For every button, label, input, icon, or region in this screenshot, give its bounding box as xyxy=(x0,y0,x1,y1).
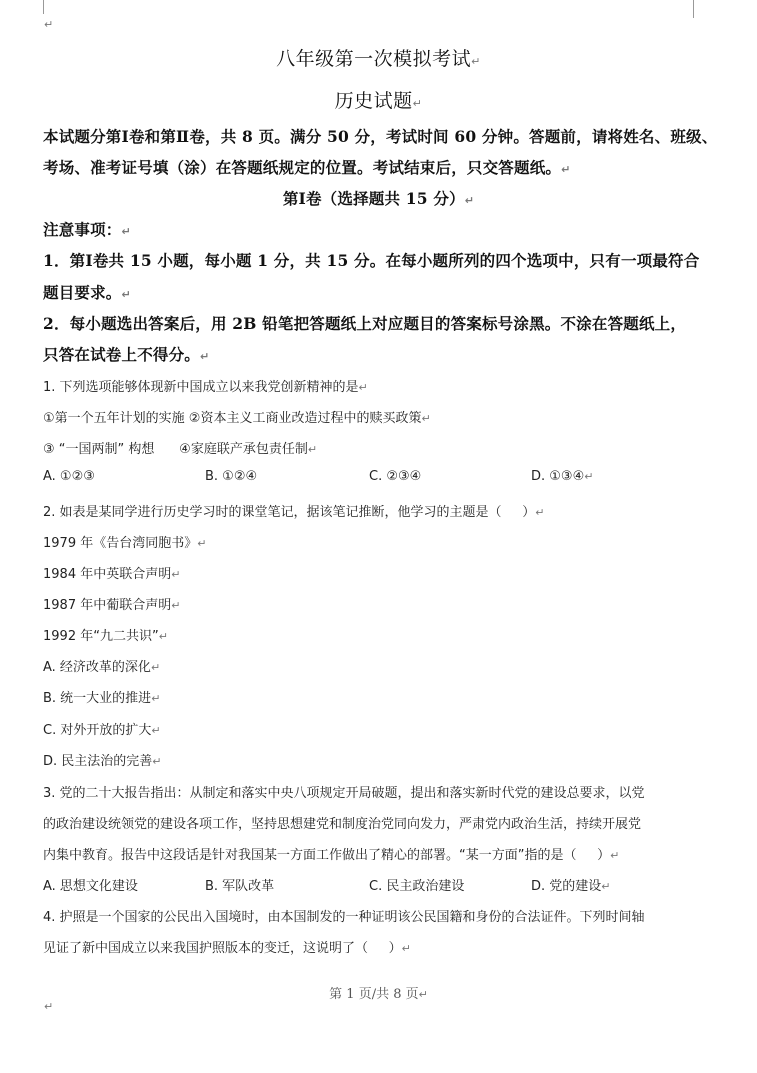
notes-item-2-line-2: 只答在试卷上不得分。↵ xyxy=(43,345,210,364)
q1-option-b[interactable]: B. ①②④ xyxy=(205,469,258,484)
notes-item-1-line-2: 题目要求。↵ xyxy=(43,283,131,302)
q4-line-1: 4. 护照是一个国家的公民出入国境时，由本国制发的一种证明该公民国籍和身份的合法证件。下列时间轴 xyxy=(43,910,645,925)
page-number: 第 1 页/共 8 页↵ xyxy=(329,987,428,1002)
notes-heading: 注意事项：↵ xyxy=(43,220,131,239)
q3-option-b[interactable]: B. 军队改革 xyxy=(205,879,275,894)
q2-option-b[interactable]: B. 统一大业的推进↵ xyxy=(43,691,161,706)
q2-note-3: 1987 年中葡联合声明↵ xyxy=(43,598,181,613)
exam-title: 八年级第一次模拟考试↵ xyxy=(276,48,481,70)
q1-option-d[interactable]: D. ①③④↵ xyxy=(531,469,594,484)
q4-line-2: 见证了新中国成立以来我国护照版本的变迁，这说明了（ ）↵ xyxy=(43,941,411,956)
section-heading: 第Ⅰ卷（选择题共 15 分）↵ xyxy=(282,189,475,208)
intro-line-1: 本试题分第Ⅰ卷和第Ⅱ卷，共 8 页。满分 50 分，考试时间 60 分钟。答题前，请将姓名、班级、 xyxy=(43,127,718,146)
q3-option-c[interactable]: C. 民主政治建设 xyxy=(369,879,465,894)
q3-options xyxy=(43,875,703,895)
q2-stem: 2. 如表是某同学进行历史学习时的课堂笔记，据该笔记推断，他学习的主题是（ ）↵ xyxy=(43,505,545,520)
q2-note-4: 1992 年“九二共识”↵ xyxy=(43,629,168,644)
q2-note-1: 1979 年《告台湾同胞书》↵ xyxy=(43,536,207,551)
q2-option-c[interactable]: C. 对外开放的扩大↵ xyxy=(43,723,161,738)
q3-line-2: 的政治建设统领党的建设各项工作，坚持思想建党和制度治党同向发力，严肃党内政治生活，持续开展党 xyxy=(43,817,642,832)
notes-item-2-line-1: 2．每小题选出答案后，用 2B 铅笔把答题纸上对应题目的答案标号涂黑。不涂在答题纸上， xyxy=(43,314,687,333)
q1-option-c[interactable]: C. ②③④ xyxy=(369,469,422,484)
crop-mark-left xyxy=(43,0,44,14)
q1-options xyxy=(43,469,703,489)
q3-line-1: 3. 党的二十大报告指出：从制定和落实中央八项规定开局破题，提出和落实新时代党的建设总要求，以党 xyxy=(43,786,645,801)
q3-line-3: 内集中教育。报告中这段话是针对我国某一方面工作做出了精心的部署。“某一方面”指的是（ ）↵ xyxy=(43,848,620,863)
q1-items-line-1: ①第一个五年计划的实施 ②资本主义工商业改造过程中的赎买政策↵ xyxy=(43,411,431,426)
q2-note-2: 1984 年中英联合声明↵ xyxy=(43,567,181,582)
q2-option-a[interactable]: A. 经济改革的深化↵ xyxy=(43,660,161,675)
intro-line-2: 考场、准考证号填（涂）在答题纸规定的位置。考试结束后，只交答题纸。↵ xyxy=(43,158,571,177)
q3-option-a[interactable]: A. 思想文化建设 xyxy=(43,879,138,894)
q1-option-a[interactable]: A. ①②③ xyxy=(43,469,95,484)
exam-subtitle: 历史试题↵ xyxy=(334,90,423,112)
q2-option-d[interactable]: D. 民主法治的完善↵ xyxy=(43,754,162,769)
notes-item-1-line-1: 1．第Ⅰ卷共 15 小题，每小题 1 分，共 15 分。在每小题所列的四个选项中，只有一项最符合 xyxy=(43,251,700,270)
q3-option-d[interactable]: D. 党的建设↵ xyxy=(531,879,611,894)
paragraph-mark-icon: ↵ xyxy=(44,18,54,31)
q1-stem: 1. 下列选项能够体现新中国成立以来我党创新精神的是↵ xyxy=(43,380,368,395)
paragraph-mark-icon: ↵ xyxy=(44,1000,54,1013)
crop-mark-right xyxy=(693,0,694,18)
q1-items-line-2: ③ “一国两制” 构想 ④家庭联产承包责任制↵ xyxy=(43,442,318,457)
